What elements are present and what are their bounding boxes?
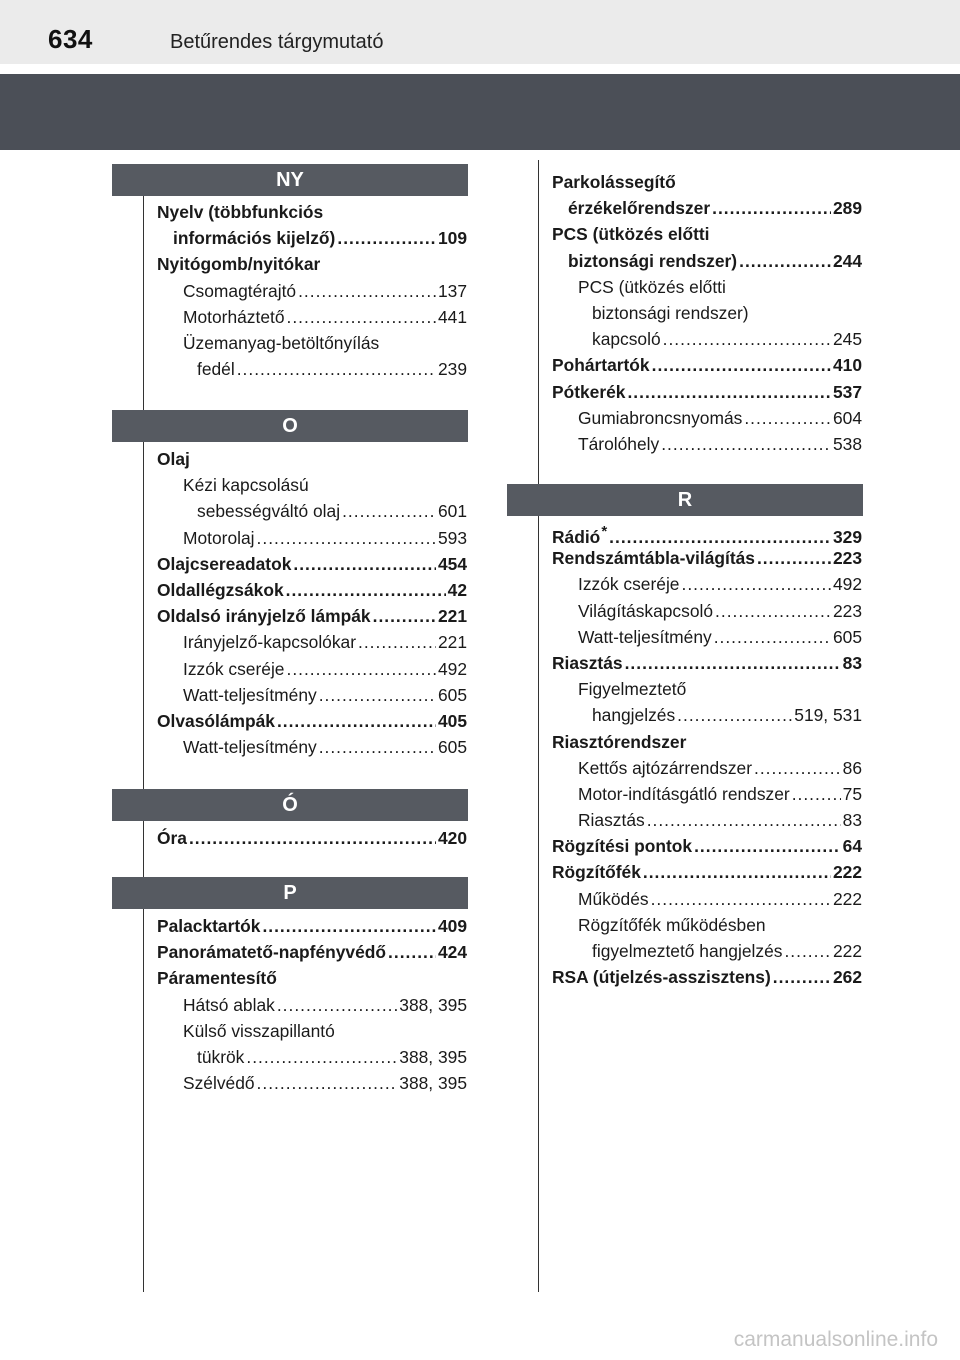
dot-leader (744, 405, 831, 431)
index-entry-term-text: Izzók cseréje (578, 574, 680, 595)
index-entry (552, 650, 862, 676)
dot-leader (293, 551, 436, 577)
index-entry-term (578, 886, 649, 912)
watermark: carmanualsonline.info (733, 1328, 938, 1351)
index-entry-term-text: Figyelmeztető (578, 679, 687, 700)
index-entry (552, 729, 862, 755)
dot-leader (298, 278, 436, 304)
index-entry-term (157, 446, 190, 472)
index-entry-term (578, 912, 766, 938)
index-entry-term-text: Motorháztető (183, 306, 285, 327)
dot-leader (287, 304, 436, 330)
index-entry-term (197, 1044, 244, 1070)
index-entry-term (183, 992, 275, 1018)
dot-leader (663, 326, 831, 352)
footnote-star: * (601, 523, 608, 540)
index-entry (157, 1018, 467, 1044)
page-reference: 593 (437, 527, 467, 548)
page-reference: 239 (437, 359, 467, 380)
index-entry-term (592, 938, 782, 964)
index-entry-term-text: Riasztás (552, 652, 623, 673)
section-r-entries (552, 519, 862, 990)
page-reference: 454 (437, 553, 467, 574)
index-entry-term (578, 405, 742, 431)
index-entry-term-text: Olaj (157, 449, 190, 469)
index-entry (157, 199, 467, 225)
dot-leader (246, 1044, 397, 1070)
index-entry-term (578, 598, 713, 624)
dot-leader (652, 352, 831, 378)
index-entry-term-text: hangjelzés (592, 705, 676, 726)
index-entry (552, 274, 862, 300)
index-entry (157, 577, 467, 603)
index-entry (157, 682, 467, 708)
dot-leader (262, 913, 436, 939)
page-reference: 601 (437, 501, 467, 522)
index-entry (157, 498, 467, 524)
index-entry-term (578, 676, 686, 702)
page-reference: 605 (437, 737, 467, 758)
index-entry-term (157, 199, 323, 225)
index-entry (157, 525, 467, 551)
page-number: 634 (48, 24, 93, 54)
dot-leader (643, 859, 831, 885)
index-entry-term (183, 656, 284, 682)
dot-leader (337, 225, 436, 251)
index-entry-term (578, 274, 726, 300)
letter-bar-o-acute: Ó (112, 789, 468, 821)
index-entry-term-text: Rádió (552, 527, 601, 547)
header-strip (0, 0, 960, 64)
page-reference: 222 (832, 941, 862, 961)
index-entry (552, 886, 862, 912)
dot-leader (277, 708, 436, 734)
page-reference: 388, 395 (399, 1046, 467, 1067)
dot-leader (257, 525, 436, 551)
index-entry-term-text: Üzemanyag-betöltőnyílás (183, 332, 380, 353)
page-reference: 245 (832, 329, 862, 350)
page-reference: 605 (437, 684, 467, 705)
dot-leader (714, 624, 831, 650)
index-entry-term (183, 629, 356, 655)
page-reference: 289 (832, 198, 862, 219)
index-entry-term-text: PCS (ütközés előtti (552, 224, 710, 245)
dot-leader (792, 781, 841, 807)
index-entry-term-text: Motorolaj (183, 527, 255, 548)
index-entry (552, 624, 862, 650)
index-entry-term-text: Rögzítési pontok (552, 836, 693, 857)
dot-leader (286, 656, 436, 682)
page-reference: 388, 395 (399, 994, 467, 1015)
dot-leader (319, 734, 436, 760)
page-reference: 604 (832, 407, 862, 428)
page-reference: 388, 395 (399, 1073, 467, 1094)
index-entry-term (592, 300, 749, 326)
index-entry (552, 300, 862, 326)
index-entry (157, 278, 467, 304)
index-entry (552, 938, 862, 964)
index-entry-term-text: Riasztórendszer (552, 731, 687, 752)
section-o-acute-entries (157, 825, 467, 851)
index-entry-term (568, 248, 737, 274)
index-entry-term-text: Páramentesítő (157, 968, 277, 989)
index-entry (552, 571, 862, 597)
index-entry (552, 405, 862, 431)
dot-leader (189, 825, 436, 851)
page-reference: 223 (832, 600, 862, 621)
page-reference: 538 (832, 433, 862, 454)
header-banner (0, 74, 960, 150)
dot-leader (373, 603, 436, 629)
index-entry-term-text: Rendszámtábla-világítás (552, 548, 755, 569)
page-reference: 537 (832, 381, 862, 402)
index-entry-term (157, 251, 320, 277)
index-entry-term-text: Tárolóhely (578, 433, 660, 454)
index-entry-term (183, 304, 285, 330)
page-reference: 519, 531 (794, 705, 862, 726)
index-entry (157, 472, 467, 498)
index-entry-term-text: Működés (578, 888, 649, 909)
index-entry-term-text: Rögzítőfék működésben (578, 914, 766, 935)
page-reference: 244 (832, 250, 862, 271)
index-entry (157, 825, 467, 851)
index-entry-term (552, 964, 771, 990)
page-reference: 424 (437, 942, 467, 963)
index-entry-term (552, 650, 623, 676)
index-entry-term-text: Watt-teljesítmény (183, 684, 317, 705)
index-entry-term-text: tükrök (197, 1046, 245, 1067)
index-entry (552, 379, 862, 405)
index-entry-term (157, 551, 291, 577)
page-reference: 64 (842, 836, 862, 857)
dot-leader (661, 431, 831, 457)
index-entry-term-text: kapcsoló (592, 329, 661, 350)
page-reference: 222 (832, 862, 862, 883)
dot-leader (319, 682, 436, 708)
index-entry (157, 251, 467, 277)
dot-leader (277, 992, 397, 1018)
index-entry (552, 221, 862, 247)
index-entry-term (552, 352, 650, 378)
section-p-right-entries (552, 169, 862, 457)
section-o-entries (157, 446, 467, 760)
index-entry-term (552, 859, 641, 885)
dot-leader (739, 248, 831, 274)
index-entry (157, 913, 467, 939)
index-entry-term-text: Világításkapcsoló (578, 600, 714, 621)
index-entry-term (157, 825, 187, 851)
index-entry-term-text: Oldalsó irányjelző lámpák (157, 606, 371, 627)
index-entry-term-text: Nyitógomb/nyitókar (157, 254, 321, 275)
index-entry-term (157, 577, 284, 603)
page-reference: 75 (842, 783, 862, 804)
index-entry-term-text: Külső visszapillantó (183, 1020, 335, 1041)
index-entry-term (183, 734, 317, 760)
index-entry (157, 939, 467, 965)
dot-leader (388, 939, 436, 965)
index-entry-term (568, 195, 710, 221)
index-entry-term (552, 221, 710, 247)
index-entry-term (552, 729, 686, 755)
index-entry-term-text: Csomagtérajtó (183, 280, 297, 301)
index-entry-term (183, 472, 309, 498)
page-reference: 223 (832, 548, 862, 569)
dot-leader (358, 629, 436, 655)
letter-bar-p: P (112, 877, 468, 909)
index-entry-term (157, 708, 275, 734)
index-entry-term (552, 169, 676, 195)
index-entry (157, 551, 467, 577)
index-entry-term-text: Szélvédő (183, 1073, 255, 1094)
dot-leader (677, 702, 792, 728)
index-entry-term-text: Olajcsereadatok (157, 553, 292, 574)
index-entry-term-text: Rögzítőfék (552, 862, 641, 883)
page-reference: 605 (832, 626, 862, 647)
index-entry-term (157, 939, 386, 965)
dot-leader (647, 807, 841, 833)
letter-bar-o: O (112, 410, 468, 442)
index-entry (157, 656, 467, 682)
index-entry (552, 702, 862, 728)
index-entry-term-text: Kézi kapcsolású (183, 475, 309, 496)
page-reference: 42 (447, 579, 467, 600)
index-entry-term (197, 356, 235, 382)
right-column-rule (538, 160, 539, 1292)
index-entry-term (183, 1018, 335, 1044)
index-entry-term-text: biztonsági rendszer) (568, 250, 738, 271)
index-entry (552, 676, 862, 702)
index-entry-term-text: Izzók cseréje (183, 658, 285, 679)
index-entry (552, 912, 862, 938)
dot-leader (715, 598, 831, 624)
page-reference: 86 (842, 757, 862, 778)
index-entry-term-text: Olvasólámpák (157, 710, 275, 731)
page-reference: 83 (842, 652, 862, 673)
index-entry (552, 755, 862, 781)
dot-leader (257, 1070, 398, 1096)
index-entry-term-text: Pohártartók (552, 355, 650, 376)
index-entry-term (183, 278, 296, 304)
index-entry-term (173, 225, 335, 251)
dot-leader (237, 356, 436, 382)
dot-leader (773, 964, 831, 990)
index-entry (552, 598, 862, 624)
section-p-left-entries (157, 913, 467, 1096)
index-entry-term (578, 431, 659, 457)
index-entry (157, 304, 467, 330)
index-entry (157, 992, 467, 1018)
index-entry (552, 248, 862, 274)
index-entry-term (552, 545, 755, 571)
index-entry-term-text: biztonsági rendszer) (592, 302, 749, 323)
page-reference: 405 (437, 710, 467, 731)
page-reference: 221 (437, 632, 467, 653)
dot-leader (754, 755, 841, 781)
index-entry-term-text: Nyelv (többfunkciós (157, 202, 324, 222)
index-entry (157, 629, 467, 655)
dot-leader (627, 379, 831, 405)
index-entry (552, 352, 862, 378)
left-column-rule (143, 196, 144, 1292)
index-entry-term (592, 326, 661, 352)
index-entry-term (183, 330, 379, 356)
index-entry-term (578, 807, 645, 833)
index-entry (157, 965, 467, 991)
index-entry (157, 734, 467, 760)
page-title: Betűrendes tárgymutató (170, 31, 384, 53)
page-reference: 329 (832, 527, 862, 547)
index-entry-term (578, 755, 752, 781)
index-entry-term-text: Oldallégzsákok (157, 579, 284, 600)
index-entry-term (183, 1070, 255, 1096)
page-reference: 137 (437, 280, 467, 301)
index-entry-term-text: Palacktartók (157, 916, 261, 936)
index-entry-term-text: Parkolássegítő (552, 172, 676, 192)
dot-leader (286, 577, 446, 603)
index-entry-term (578, 624, 712, 650)
index-entry-term-text: Óra (157, 828, 187, 848)
dot-leader (757, 545, 831, 571)
dot-leader (625, 650, 841, 676)
page-reference: 441 (437, 306, 467, 327)
index-entry-term (552, 833, 692, 859)
page-reference: 221 (437, 606, 467, 627)
index-entry-term (552, 379, 625, 405)
index-entry-term-text: Watt-teljesítmény (183, 737, 317, 758)
index-entry (552, 964, 862, 990)
index-entry (552, 545, 862, 571)
index-entry-term (197, 498, 340, 524)
dot-leader (784, 938, 831, 964)
index-entry-term-text: RSA (útjelzés-asszisztens) (552, 967, 771, 988)
dot-leader (712, 195, 831, 221)
index-entry-term-text: Riasztás (578, 810, 645, 831)
index-entry-term (157, 965, 277, 991)
index-entry-term (183, 682, 317, 708)
index-entry-term (592, 702, 675, 728)
index-entry (157, 1044, 467, 1070)
index-entry-term-text: PCS (ütközés előtti (578, 276, 726, 297)
dot-leader (342, 498, 436, 524)
page-reference: 409 (437, 916, 467, 936)
index-entry (157, 330, 467, 356)
dot-leader (694, 833, 841, 859)
index-entry (157, 1070, 467, 1096)
index-entry (552, 169, 862, 195)
index-entry-term (578, 571, 679, 597)
index-entry-term-text: Kettős ajtózárrendszer (578, 757, 752, 778)
index-entry-term (578, 781, 790, 807)
index-entry (552, 519, 862, 545)
dot-leader (681, 571, 831, 597)
index-entry-term (183, 525, 255, 551)
index-entry-term (157, 603, 371, 629)
index-entry-term-text: fedél (197, 359, 235, 380)
index-entry (157, 356, 467, 382)
index-entry-term-text: érzékelőrendszer (568, 198, 711, 219)
index-entry-term (157, 913, 260, 939)
index-entry-term-text: Irányjelző-kapcsolókar (183, 632, 357, 653)
index-entry-term-text: információs kijelző) (173, 228, 336, 249)
index-entry-term-text: Gumiabroncsnyomás (578, 407, 743, 428)
index-entry-term-text: Hátsó ablak (183, 994, 275, 1015)
page-reference: 420 (437, 828, 467, 848)
index-entry (157, 446, 467, 472)
page-reference: 262 (832, 967, 862, 988)
page-reference: 83 (842, 810, 862, 831)
section-ny-entries (157, 199, 467, 382)
page-reference: 492 (832, 574, 862, 595)
page-reference: 109 (437, 228, 467, 249)
index-entry (552, 431, 862, 457)
index-entry-term-text: Motor-indításgátló rendszer (578, 783, 790, 804)
index-entry (552, 195, 862, 221)
index-entry (157, 603, 467, 629)
index-entry-term-text: Pótkerék (552, 381, 626, 402)
index-entry-term-text: sebességváltó olaj (197, 501, 341, 522)
letter-bar-r: R (507, 484, 863, 516)
dot-leader (651, 886, 831, 912)
index-entry (552, 859, 862, 885)
index-entry-term-text: Watt-teljesítmény (578, 626, 712, 647)
index-entry (552, 326, 862, 352)
index-entry-term-text: figyelmeztető hangjelzés (592, 941, 783, 961)
page-reference: 410 (832, 355, 862, 376)
page-reference: 222 (832, 888, 862, 909)
index-entry (552, 807, 862, 833)
page-reference: 492 (437, 658, 467, 679)
index-entry-term-text: Panorámatető-napfényvédő (157, 942, 387, 963)
index-entry (552, 833, 862, 859)
index-entry (552, 781, 862, 807)
index-entry (157, 225, 467, 251)
index-entry (157, 708, 467, 734)
letter-bar-ny: NY (112, 164, 468, 196)
